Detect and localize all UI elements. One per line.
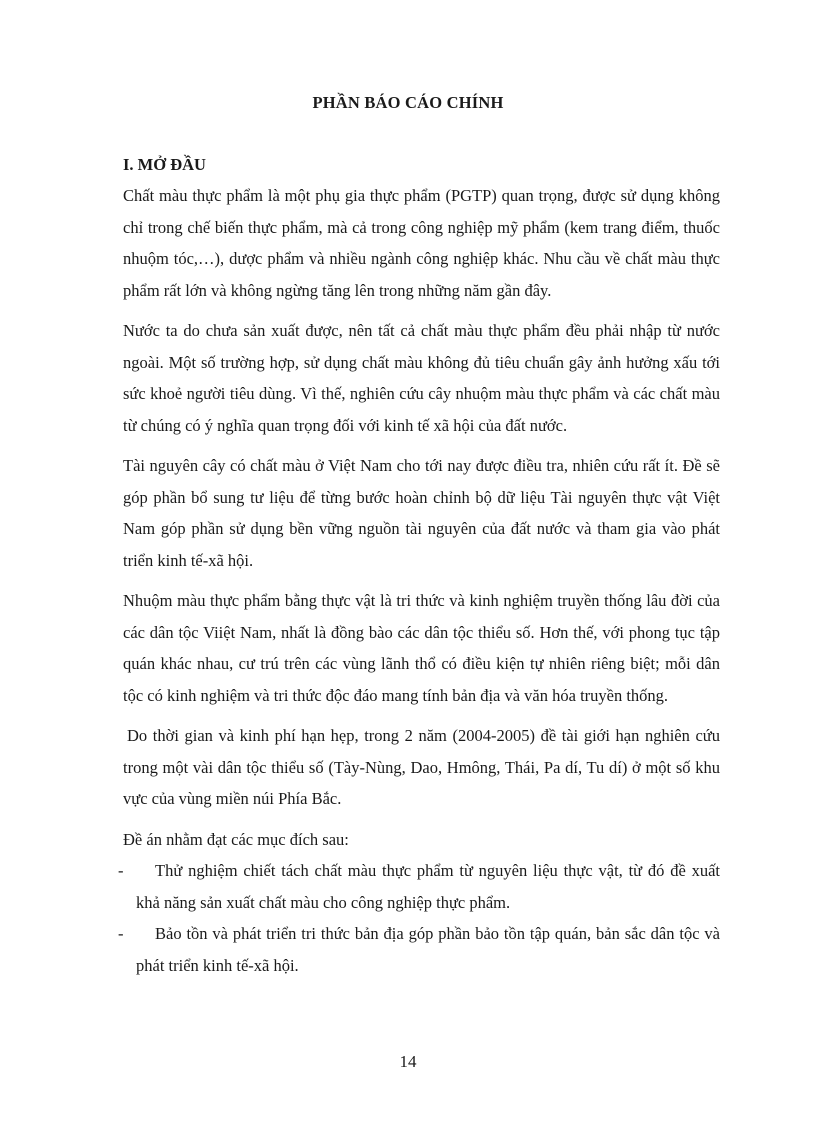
paragraph: Nước ta do chưa sản xuất được, nên tất cả chất màu thực phẩm đều phải nhập từ nước ngoài. Một số trường hợp, sử dụng chất màu không đủ tiêu chuẩn gây ảnh hưởng xấu tới sức khoẻ người tiêu dùng. Vì thế, nghiên cứu cây nhuộm màu thực phẩm và các chất màu từ chúng có ý nghĩa quan trọng đối với kinh tế xã hội của đất nước. [123, 321, 720, 435]
report-title: PHẦN BÁO CÁO CHÍNH [312, 93, 504, 112]
paragraph: Tài nguyên cây có chất màu ở Việt Nam cho tới nay được điều tra, nhiên cứu rất ít. Đề sẽ góp phần bổ sung tư liệu để từng bước hoàn chỉnh bộ dữ liệu Tài nguyên thực vật Việt Nam góp phần sử dụng bền vững nguồn tài nguyên của đất nước và tham gia vào phát triển kinh tế-xã hội. [123, 456, 720, 570]
bullet-marker: - [118, 861, 124, 880]
page-number: 14 [399, 1052, 417, 1071]
document-body [118, 180, 720, 990]
bullet-item [118, 918, 720, 981]
bullet-item [118, 855, 720, 918]
paragraph: Nhuộm màu thực phẩm bằng thực vật là tri thức và kinh nghiệm truyền thống lâu đời của các dân tộc Viiệt Nam, nhất là đồng bào các dân tộc thiểu số. Hơn thế, với phong tục tập quán khác nhau, cư trú trên các vùng lãnh thổ có điều kiện tự nhiên riêng biệt; mỗi dân tộc có kinh nghiệm và tri thức độc đáo mang tính bản địa và văn hóa truyền thống. [123, 591, 720, 705]
bullet-text: Bảo tồn và phát triển tri thức bản địa góp phần bảo tồn tập quán, bản sắc dân tộc và phát triển kinh tế-xã hội. [136, 924, 720, 975]
paragraph: Đề án nhằm đạt các mục đích sau: [123, 829, 349, 849]
paragraph: Chất màu thực phẩm là một phụ gia thực phẩm (PGTP) quan trọng, được sử dụng không chỉ trong chế biến thực phẩm, mà cả trong công nghiệp mỹ phẩm (kem trang điểm, thuốc nhuộm tóc,…), dược phẩm và nhiều ngành công nghiệp khác. Nhu cầu về chất màu thực phẩm rất lớn và không ngừng tăng lên trong những năm gần đây. [123, 186, 720, 300]
bullet-text: Thử nghiệm chiết tách chất màu thực phẩm từ nguyên liệu thực vật, từ đó đề xuất khả năng sản xuất chất màu cho công nghiệp thực phẩm. [136, 861, 720, 912]
section-heading: I. MỞ ĐẦU [123, 155, 206, 174]
bullet-marker: - [118, 924, 124, 943]
paragraph: Do thời gian và kinh phí hạn hẹp, trong 2 năm (2004-2005) đề tài giới hạn nghiên cứu trong một vài dân tộc thiểu số (Tày-Nùng, Dao, Hmông, Thái, Pa dí, Tu dí) ở một số khu vực của vùng miền núi Phía Bắc. [123, 726, 720, 808]
